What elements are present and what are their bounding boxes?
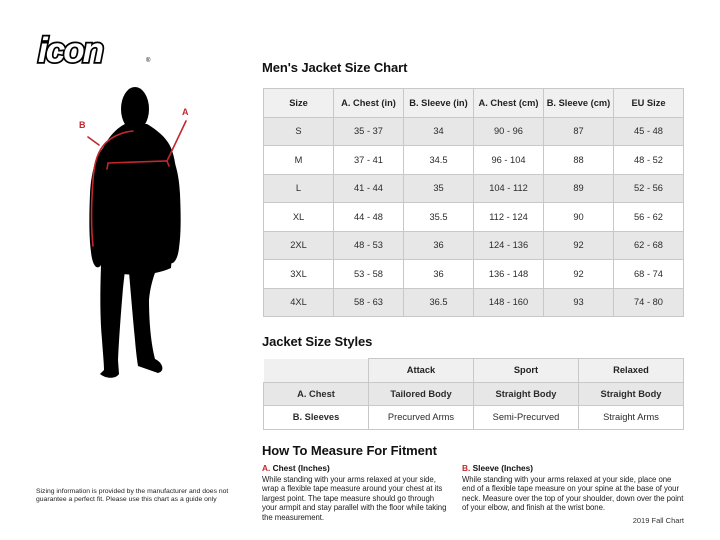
size-row-m xyxy=(264,146,684,175)
measure-chest-prefix: A. xyxy=(262,463,271,473)
size-cell: 124 - 136 xyxy=(474,231,544,260)
size-cell: 104 - 112 xyxy=(474,174,544,203)
size-cell: 93 xyxy=(544,288,614,317)
measure-sleeve-label: Sleeve (Inches) xyxy=(472,463,534,473)
sleeve-pointer-line xyxy=(88,137,99,145)
measure-sleeve-heading xyxy=(462,463,686,473)
styles-cell: Tailored Body xyxy=(369,382,474,406)
size-row-2xl xyxy=(264,231,684,260)
size-cell: 35.5 xyxy=(404,203,474,232)
size-cell: 112 - 124 xyxy=(474,203,544,232)
size-cell: M xyxy=(264,146,334,175)
col-header-sleeve-cm: B. Sleeve (cm) xyxy=(544,89,614,118)
size-chart-header-row xyxy=(264,89,684,118)
chart-version-label: 2019 Fall Chart xyxy=(632,516,684,525)
size-cell: 92 xyxy=(544,260,614,289)
col-header-chest-cm: A. Chest (cm) xyxy=(474,89,544,118)
size-cell: 48 - 52 xyxy=(614,146,684,175)
measure-chest-heading xyxy=(262,463,450,473)
size-cell: L xyxy=(264,174,334,203)
size-cell: 37 - 41 xyxy=(334,146,404,175)
col-header-eu-size: EU Size xyxy=(614,89,684,118)
size-cell: 3XL xyxy=(264,260,334,289)
size-cell: 34.5 xyxy=(404,146,474,175)
size-cell: 56 - 62 xyxy=(614,203,684,232)
registered-mark: ® xyxy=(146,58,151,64)
size-cell: 136 - 148 xyxy=(474,260,544,289)
measure-chest-label: Chest (Inches) xyxy=(272,463,330,473)
sizing-disclaimer: Sizing information is provided by the manufacturer and does not guarantee a perfect fit. Please use this chart as a guide only xyxy=(36,488,229,504)
styles-cell: B. Sleeves xyxy=(264,406,369,430)
col-header-attack: Attack xyxy=(369,359,474,383)
styles-cell: Straight Body xyxy=(474,382,579,406)
measure-sleeve-text: While standing with your arms relaxed at your side, place one end of a flexible tape measure on your spine at the base of your neck. Measure over the top of your shoulder, down over the point of your elbow, and finish at the wrist bone. xyxy=(462,475,684,513)
size-row-3xl xyxy=(264,260,684,289)
size-row-l xyxy=(264,174,684,203)
size-cell: 90 - 96 xyxy=(474,117,544,146)
icon-brand-logo xyxy=(36,28,158,74)
size-row-xl xyxy=(264,203,684,232)
size-cell: 88 xyxy=(544,146,614,175)
silhouette-right-leg xyxy=(129,270,162,373)
styles-cell: Semi-Precurved xyxy=(474,406,579,430)
size-cell: 2XL xyxy=(264,231,334,260)
size-cell: 36 xyxy=(404,260,474,289)
styles-row-chest xyxy=(264,382,684,406)
size-cell: 74 - 80 xyxy=(614,288,684,317)
col-header-size: Size xyxy=(264,89,334,118)
size-cell: 58 - 63 xyxy=(334,288,404,317)
col-header-sport: Sport xyxy=(474,359,579,383)
size-cell: 89 xyxy=(544,174,614,203)
col-header-sleeve-in: B. Sleeve (in) xyxy=(404,89,474,118)
chest-pointer-line xyxy=(167,121,186,161)
size-row-s xyxy=(264,117,684,146)
jacket-styles-table xyxy=(263,358,684,430)
size-cell: 44 - 48 xyxy=(334,203,404,232)
fitment-figure xyxy=(55,82,215,382)
silhouette-left-leg xyxy=(100,266,125,378)
size-cell: 4XL xyxy=(264,288,334,317)
size-cell: 87 xyxy=(544,117,614,146)
size-cell: 68 - 74 xyxy=(614,260,684,289)
size-cell: S xyxy=(264,117,334,146)
size-cell: 92 xyxy=(544,231,614,260)
size-cell: 52 - 56 xyxy=(614,174,684,203)
size-cell: 35 - 37 xyxy=(334,117,404,146)
size-cell: 34 xyxy=(404,117,474,146)
col-header-relaxed: Relaxed xyxy=(579,359,684,383)
styles-cell: Precurved Arms xyxy=(369,406,474,430)
measure-section-title: How To Measure For Fitment xyxy=(262,443,437,458)
styles-blank-cell xyxy=(264,359,369,383)
size-cell: 45 - 48 xyxy=(614,117,684,146)
size-cell: 48 - 53 xyxy=(334,231,404,260)
size-chart-table xyxy=(263,88,684,317)
measurement-label-a: A xyxy=(182,107,189,117)
logo-text: icon xyxy=(38,31,102,70)
styles-cell: Straight Body xyxy=(579,382,684,406)
size-cell: 90 xyxy=(544,203,614,232)
size-cell: 36 xyxy=(404,231,474,260)
silhouette-torso xyxy=(97,124,176,275)
styles-cell: Straight Arms xyxy=(579,406,684,430)
size-cell: 62 - 68 xyxy=(614,231,684,260)
measure-sleeve-prefix: B. xyxy=(462,463,471,473)
measure-chest-block xyxy=(262,463,450,522)
size-cell: 41 - 44 xyxy=(334,174,404,203)
measure-sleeve-block xyxy=(462,463,686,522)
styles-cell: A. Chest xyxy=(264,382,369,406)
size-cell: 36.5 xyxy=(404,288,474,317)
size-cell: 35 xyxy=(404,174,474,203)
styles-row-sleeves xyxy=(264,406,684,430)
size-chart-title: Men's Jacket Size Chart xyxy=(262,60,408,75)
size-cell: 96 - 104 xyxy=(474,146,544,175)
styles-table-title: Jacket Size Styles xyxy=(262,334,373,349)
measurement-label-b: B xyxy=(79,120,86,130)
size-cell: 148 - 160 xyxy=(474,288,544,317)
col-header-chest-in: A. Chest (in) xyxy=(334,89,404,118)
size-cell: XL xyxy=(264,203,334,232)
measure-columns xyxy=(262,463,686,522)
size-row-4xl xyxy=(264,288,684,317)
styles-header-row xyxy=(264,359,684,383)
measure-chest-text: While standing with your arms relaxed at your side, wrap a flexible tape measure around your chest at its largest point. The tape measure should go through your armpit and stay parallel with the floor while taking the measurement. xyxy=(262,475,447,522)
size-cell: 53 - 58 xyxy=(334,260,404,289)
